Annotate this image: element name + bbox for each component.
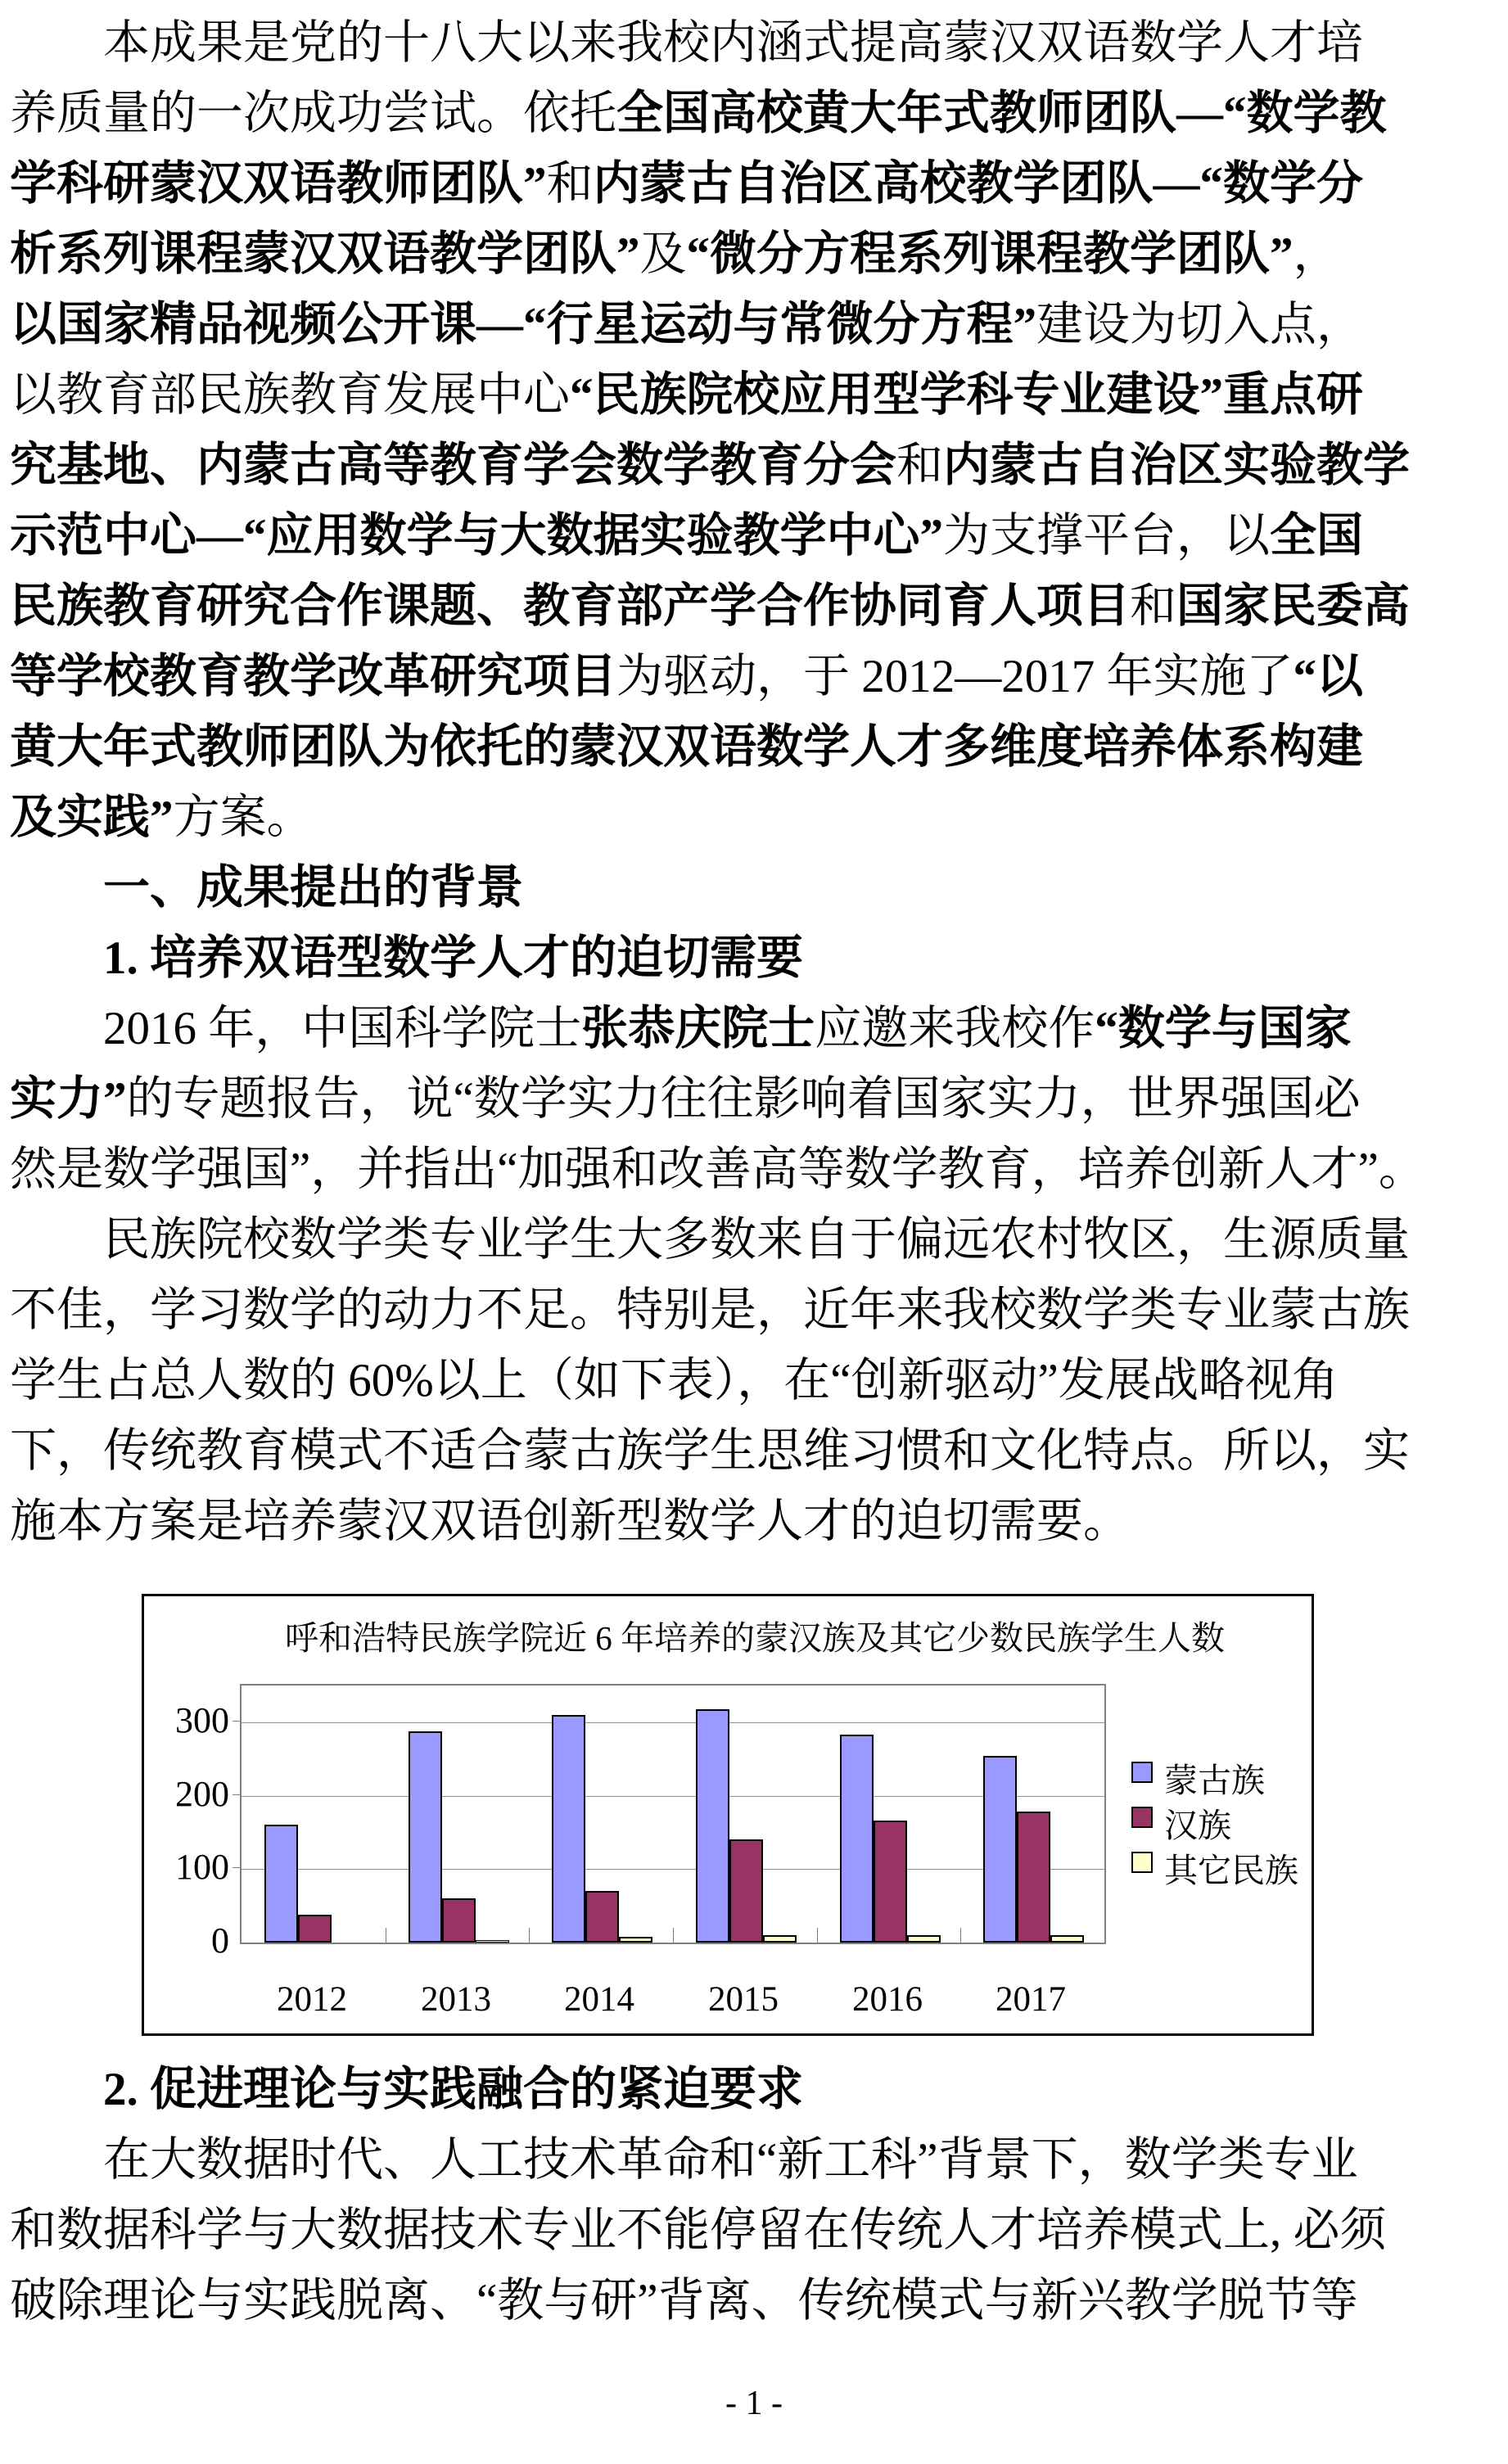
- text-segment: 和数据科学与大数据技术专业不能停留在传统人才培养模式上, 必须: [10, 2205, 1387, 2256]
- text-line: [10, 8, 1451, 79]
- text-line: [10, 994, 1451, 1064]
- text-segment: 施本方案是培养蒙汉双语创新型数学人才的迫切需要。: [10, 1496, 1130, 1547]
- text-line: [10, 2125, 1451, 2195]
- heading-line: [10, 2055, 1451, 2125]
- text-line: [10, 712, 1451, 783]
- bar-汉族-2017: [1017, 1812, 1050, 1943]
- text-line: [10, 219, 1451, 290]
- bar-蒙古族-2012: [264, 1825, 298, 1943]
- y-axis-tick: [233, 1721, 240, 1722]
- text-line: [10, 783, 1451, 853]
- text-segment: 全国: [1270, 510, 1363, 562]
- heading-line: [10, 923, 1451, 994]
- text-line: [10, 642, 1451, 712]
- bar-其它民族-2013: [476, 1940, 509, 1943]
- y-axis-tick: [233, 1867, 240, 1868]
- bar-汉族-2016: [874, 1821, 907, 1943]
- text-segment: 2. 促进理论与实践融合的紧迫要求: [103, 2064, 803, 2115]
- text-segment: 和: [896, 440, 943, 491]
- text-line: [10, 1205, 1451, 1275]
- text-segment: 为支撑平台，以: [943, 510, 1270, 562]
- text-segment: 以教育部民族教育发展中心: [10, 369, 570, 421]
- bar-蒙古族-2014: [552, 1715, 585, 1943]
- x-axis-label: 2013: [421, 1980, 491, 2019]
- text-line: [10, 1487, 1451, 1557]
- chart-title: 呼和浩特民族学院近 6 年培养的蒙汉族及其它少数民族学生人数: [285, 1619, 1225, 1657]
- text-segment: 民族院校数学类专业学生大多数来自于偏远农村牧区，生源质量: [103, 1214, 1410, 1266]
- text-segment: 1. 培养双语型数学人才的迫切需要: [103, 932, 803, 984]
- gridline: [242, 1796, 1104, 1797]
- bar-其它民族-2017: [1050, 1935, 1084, 1943]
- bar-汉族-2013: [442, 1898, 476, 1943]
- text-line: [10, 290, 1451, 360]
- text-section: [10, 8, 1451, 1557]
- text-line: [10, 1346, 1451, 1416]
- text-segment: 内蒙古自治区实验教学: [943, 440, 1410, 491]
- plot-area: [240, 1684, 1106, 1944]
- text-segment: 张恭庆院士: [581, 1003, 815, 1054]
- x-axis-label: 2012: [277, 1980, 347, 2019]
- x-axis-tick: [960, 1928, 961, 1943]
- text-segment: 和: [1130, 580, 1176, 632]
- text-segment: 实力”: [10, 1073, 127, 1125]
- text-segment: 方案。: [173, 792, 314, 843]
- x-axis-label: 2016: [852, 1980, 923, 2019]
- text-segment: 本成果是党的十八大以来我校内涵式提高蒙汉双语数学人才培: [103, 17, 1363, 69]
- text-segment: “微分方程系列课程教学团队”: [686, 228, 1294, 280]
- text-segment: 建设为切入点，: [1036, 299, 1363, 350]
- text-segment: 学生占总人数的 60%以上（如下表），在“创新驱动”发展战略视角: [10, 1355, 1339, 1406]
- text-segment: 究基地、内蒙古高等教育学会数学教育分会: [10, 440, 896, 491]
- text-segment: 示范中心—“应用数学与大数据实验教学中心”: [10, 510, 943, 562]
- x-axis-label: 2015: [708, 1980, 779, 2019]
- y-axis-label: 0: [211, 1920, 229, 1961]
- text-segment: 不佳，学习数学的动力不足。特别是，近年来我校数学类专业蒙古族: [10, 1284, 1410, 1336]
- text-line: [10, 79, 1451, 149]
- text-line: [10, 1135, 1451, 1205]
- text-segment: 内蒙古自治区高校教学团队—“数学分: [593, 158, 1363, 210]
- x-axis-label: 2017: [996, 1980, 1066, 2019]
- text-segment: 下，传统教育模式不适合蒙古族学生思维习惯和文化特点。所以，实: [10, 1425, 1410, 1477]
- gridline: [242, 1869, 1104, 1870]
- text-line: [10, 1275, 1451, 1346]
- text-segment: 应邀来我校作: [815, 1003, 1095, 1054]
- text-segment: 析系列课程蒙汉双语教学团队”: [10, 228, 640, 280]
- text-line: [10, 501, 1451, 571]
- text-segment: 的专题报告，说“数学实力往往影响着国家实力，世界强国必: [126, 1073, 1361, 1125]
- text-line: [10, 2266, 1451, 2336]
- y-axis-label: 200: [175, 1774, 229, 1814]
- bar-蒙古族-2017: [983, 1756, 1017, 1943]
- x-axis-tick: [529, 1928, 530, 1943]
- text-segment: 以国家精品视频公开课—“行星运动与常微分方程”: [10, 299, 1036, 350]
- y-axis-label: 100: [175, 1847, 229, 1887]
- x-axis-tick: [817, 1928, 818, 1943]
- text-segment: “以: [1293, 651, 1363, 702]
- text-segment: 在大数据时代、人工技术革命和“新工科”背景下，数学类专业: [103, 2134, 1358, 2186]
- bar-其它民族-2016: [907, 1935, 941, 1943]
- bar-蒙古族-2013: [409, 1731, 442, 1943]
- legend-swatch-icon: [1131, 1762, 1153, 1783]
- page-number: - 1 -: [725, 2385, 783, 2422]
- bar-汉族-2014: [585, 1891, 619, 1943]
- text-segment: “民族院校应用型学科专业建设”重点研: [570, 369, 1363, 421]
- x-axis-tick: [673, 1928, 674, 1943]
- text-section: [10, 2055, 1451, 2336]
- text-segment: 全国高校黄大年式教师团队—“数学教: [616, 88, 1387, 139]
- text-line: [10, 1416, 1451, 1487]
- student-count-chart: [142, 1594, 1314, 2036]
- text-segment: 国家民委高: [1176, 580, 1410, 632]
- text-line: [10, 2195, 1451, 2266]
- bar-汉族-2015: [729, 1839, 763, 1943]
- legend-label: 其它民族: [1164, 1852, 1298, 1889]
- bar-其它民族-2015: [763, 1935, 797, 1943]
- text-segment: 和: [546, 158, 594, 210]
- text-segment: 及实践”: [10, 792, 174, 843]
- text-segment: 破除理论与实践脱离、“教与研”背离、传统模式与新兴教学脱节等: [10, 2275, 1358, 2326]
- text-segment: 等学校教育教学改革研究项目: [10, 651, 616, 702]
- text-segment: 学科研蒙汉双语教师团队”: [10, 158, 547, 210]
- text-line: [10, 571, 1451, 642]
- text-line: [10, 149, 1451, 219]
- text-segment: 养质量的一次成功尝试。依托: [10, 88, 616, 139]
- text-segment: 一、成果提出的背景: [103, 862, 523, 914]
- legend-label: 汉族: [1164, 1807, 1231, 1844]
- text-segment: 然是数学强国”，并指出“加强和改善高等数学教育，培养创新人才”。: [10, 1144, 1425, 1195]
- bar-蒙古族-2016: [840, 1735, 874, 1943]
- bar-其它民族-2014: [619, 1937, 652, 1943]
- text-segment: 为驱动，于 2012—2017 年实施了: [616, 651, 1294, 702]
- text-line: [10, 1064, 1451, 1135]
- text-segment: 民族教育研究合作课题、教育部产学合作协同育人项目: [10, 580, 1130, 632]
- legend-swatch-icon: [1131, 1852, 1153, 1873]
- text-line: [10, 360, 1451, 431]
- text-segment: “数学与国家: [1095, 1003, 1352, 1054]
- y-axis-tick: [233, 1794, 240, 1795]
- text-line: [10, 431, 1451, 501]
- text-segment: 2016 年，中国科学院士: [103, 1003, 582, 1054]
- legend-label: 蒙古族: [1164, 1762, 1265, 1799]
- bar-汉族-2012: [298, 1915, 332, 1943]
- x-axis-label: 2014: [564, 1980, 634, 2019]
- heading-line: [10, 853, 1451, 923]
- text-segment: 黄大年式教师团队为依托的蒙汉双语数学人才多维度培养体系构建: [10, 721, 1363, 773]
- y-axis-label: 300: [175, 1700, 229, 1740]
- gridline: [242, 1722, 1104, 1723]
- legend-swatch-icon: [1131, 1807, 1153, 1828]
- text-segment: 及: [639, 228, 687, 280]
- bar-蒙古族-2015: [696, 1709, 729, 1943]
- text-segment: ，: [1293, 228, 1340, 280]
